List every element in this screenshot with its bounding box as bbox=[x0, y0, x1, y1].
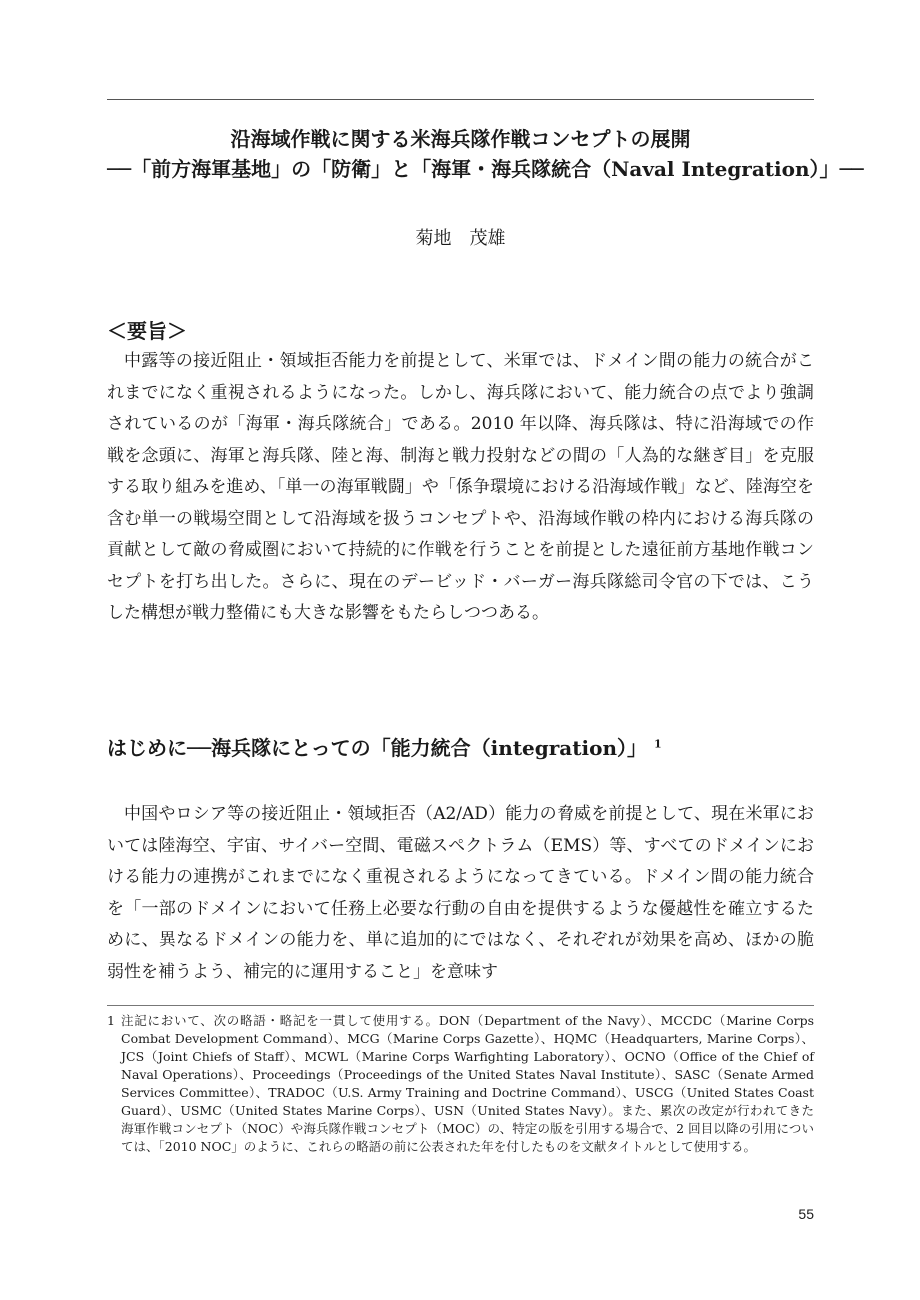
header-rule bbox=[107, 99, 814, 100]
section-heading bbox=[107, 733, 662, 763]
section-heading-text: はじめに──海兵隊にとっての「能力統合（integration）」 bbox=[107, 736, 647, 760]
footnote-text: 注記において、次の略語・略記を一貫して使用する。DON（Department of the Navy）、MCCDC（Marine Corps Combat Development Command）、MCG（Marine Corps Gazette）、HQMC（Headquarters, Marine Corps）、JCS（Joint Chiefs of Staff）、MCWL（Marine Corps Warfighting Laboratory）、OCNO（Office of the Chief of Naval Operations）、Proceedings（Proceedings of the United States Naval Institute）、SASC（Senate Armed Services Committee）、TRADOC（U.S. Army Training and Doctrine Command）、USCG（United States Coast Guard）、USMC（United States Marine Corps）、USN（United States Navy）。また、累次の改定が行われてきた海軍作戦コンセプト（NOC）や海兵隊作戦コンセプト（MOC）の、特定の版を引用する場合で、2 回目以降の引用については、「2010 NOC」のように、これらの略語の前に公表された年を付したものを文献タイトルとして使用する。 bbox=[121, 1013, 814, 1154]
body-paragraph: 中国やロシア等の接近阻止・領域拒否（A2/AD）能力の脅威を前提として、現在米軍においては陸海空、宇宙、サイバー空間、電磁スペクトラム（EMS）等、すべてのドメインにおける能力の連携がこれまでになく重視されるようになってきている。ドメイン間の能力統合を「一部のドメインにおいて任務上必要な行動の自由を提供するような優越性を確立するために、異なるドメインの能力を、単に追加的にではなく、それぞれが効果を高め、ほかの脆弱性を補うよう、補完的に運用すること」を意味す bbox=[107, 804, 814, 982]
footnote-number: 1 bbox=[107, 1013, 115, 1028]
page-number: 55 bbox=[798, 1206, 814, 1222]
author-name: 菊地 茂雄 bbox=[415, 228, 506, 249]
footnote-reference[interactable]: 1 bbox=[653, 737, 662, 751]
abstract-body bbox=[107, 346, 814, 630]
paper-subtitle: ──「前方海軍基地」の「防衛」と「海軍・海兵隊統合（Naval Integration）」── bbox=[107, 157, 864, 181]
abstract-heading: ＜要旨＞ bbox=[107, 319, 187, 343]
title-block bbox=[107, 124, 864, 184]
abstract-paragraph: 中露等の接近阻止・領域拒否能力を前提として、米軍では、ドメイン間の能力の統合がこれまでになく重視されるようになった。しかし、海兵隊において、能力統合の点でより強調されているのが「海軍・海兵隊統合」である。2010 年以降、海兵隊は、特に沿海域での作戦を念頭に、海軍と海兵隊、陸と海、制海と戦力投射などの間の「人為的な継ぎ目」を克服する取り組みを進め、「単一の海軍戦闘」や「係争環境における沿海域作戦」など、陸海空を含む単一の戦場空間として沿海域を扱うコンセプトや、沿海域作戦の枠内における海兵隊の貢献として敵の脅威圏において持続的に作戦を行うことを前提とした遠征前方基地作戦コンセプトを打ち出した。さらに、現在のデービッド・バーガー海兵隊総司令官の下では、こうした構想が戦力整備にも大きな影響をもたらしつつある。 bbox=[107, 351, 814, 623]
section-body bbox=[107, 799, 814, 988]
paper-title: 沿海域作戦に関する米海兵隊作戦コンセプトの展開 bbox=[230, 127, 691, 151]
footnote-rule bbox=[107, 1005, 814, 1006]
footnote bbox=[107, 1012, 814, 1156]
